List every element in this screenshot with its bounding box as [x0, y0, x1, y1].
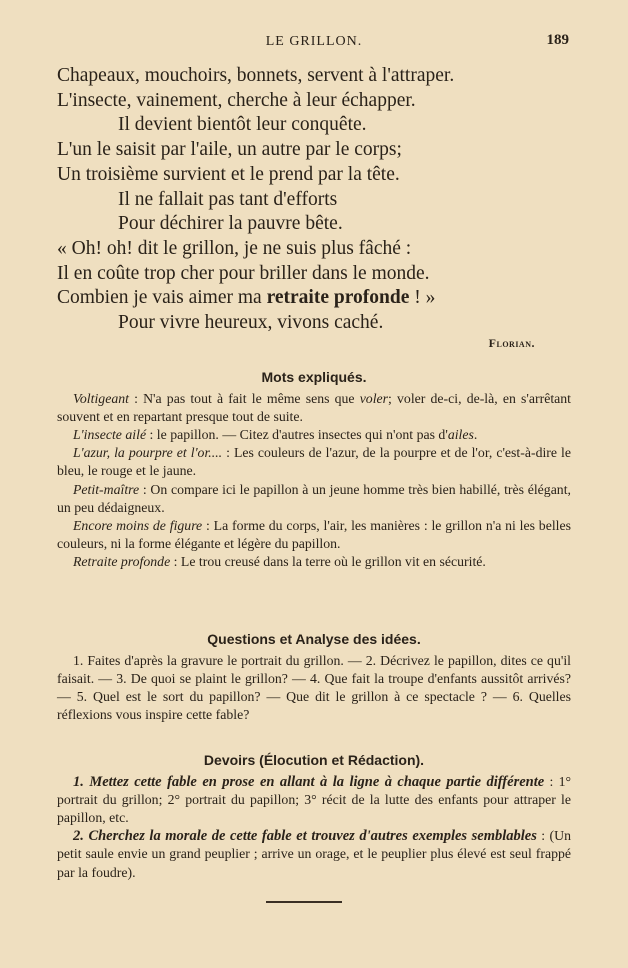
verse-line: « Oh! oh! dit le grillon, je ne suis plus fâché :: [57, 237, 412, 259]
definition: [57, 426, 571, 444]
page-header: [0, 34, 628, 56]
definition: [57, 481, 571, 517]
definition-text: : La forme du corps, l'air, les manières : le grillon n'a ni les belles couleurs, ni la forme élégante et légère du papillon.: [57, 517, 571, 551]
definition-text: : N'a pas tout à fait le même sens que: [128, 391, 360, 407]
poem-stanza: [57, 64, 572, 351]
verse-line: Chapeaux, mouchoirs, bonnets, servent à l'attraper.: [57, 65, 455, 86]
definition: [57, 390, 571, 426]
definition-text: : On compare ici le papillon à un jeune homme très bien habillé, très élégant, un peu dédaigneux.: [57, 481, 571, 515]
definition-emphasis: voler: [359, 391, 389, 407]
mots-expliques-section: [57, 368, 571, 571]
verse-line: L'un le saisit par l'aile, un autre par le corps;: [57, 139, 402, 161]
devoir-detail: : 1° portrait du grillon; 2° portrait du papillon; 3° récit de la lutte des enfants pour attraper le papillon, etc.: [57, 774, 571, 826]
end-rule: [266, 901, 342, 903]
devoirs-section: [57, 751, 571, 882]
definition-term: L'azur, la pourpre et l'or....: [73, 445, 223, 461]
definition-text: .: [473, 427, 478, 443]
questions-section: [57, 630, 571, 724]
devoir-instruction: 1. Mettez cette fable en prose en allant à la ligne à chaque partie différente: [73, 774, 545, 791]
definition-term: Voltigeant: [73, 391, 129, 407]
verse-text: Combien je vais aimer ma: [57, 287, 267, 309]
section-heading: Mots expliqués.: [261, 369, 367, 385]
verse-line: [57, 286, 572, 311]
verse-line: Pour vivre heureux, vivons caché.: [118, 312, 384, 334]
definition-text: : Le trou creusé dans la terre où le grillon vit en sécurité.: [170, 553, 486, 569]
page-number: 189: [546, 32, 569, 48]
questions-text: 1. Faites d'après la gravure le portrait du grillon. — 2. Décrivez le papillon, dites ce qu'il faisait. — 3. De quoi se plaint le grillon? — 4. Que fait la troupe d'enfants aussitôt arrivés? — 5. Quel est le sort du papillon? — Que dit le grillon à ce spectacle ? — 6. Quelles réflexions vous inspire cette fable?: [57, 653, 571, 723]
verse-line: Il ne fallait pas tant d'efforts: [118, 188, 338, 210]
verse-text: ! »: [409, 287, 436, 309]
verse-emphasis: retraite profonde: [266, 287, 410, 309]
section-heading: Questions et Analyse des idées.: [207, 631, 421, 647]
author-signature: Florian.: [488, 335, 535, 350]
verse-line: Il devient bientôt leur conquête.: [118, 114, 367, 136]
definition-term: L'insecte ailé: [73, 427, 147, 443]
definition-text: : Les couleurs de l'azur, de la pourpre et de l'or, c'est-à-dire le bleu, le rouge et le jaune.: [57, 445, 571, 479]
definition-term: Petit-maître: [73, 481, 140, 497]
definition: [57, 444, 571, 480]
devoir-detail: : (Un petit saule envie un grand peuplier ; arrive un orage, et le peuplier plus élevé est seul frappé par la foudre).: [57, 828, 571, 880]
devoir-instruction: 2. Cherchez la morale de cette fable et trouvez d'autres exemples semblables: [73, 828, 537, 845]
definition-term: Encore moins de figure: [73, 517, 203, 533]
definition-term: Retraite profonde: [73, 553, 171, 569]
verse-line: Il en coûte trop cher pour briller dans le monde.: [57, 262, 430, 284]
definition-text: ; voler de-ci, de-là, en s'arrêtant souvent et en repartant presque tout de suite.: [57, 391, 572, 425]
verse-line: L'insecte, vainement, cherche à leur échapper.: [57, 89, 416, 111]
definition: [57, 553, 571, 571]
section-heading: Devoirs (Élocution et Rédaction).: [203, 752, 425, 768]
devoir-item: [57, 773, 571, 827]
definition: [57, 517, 571, 553]
verse-line: Pour déchirer la pauvre bête.: [118, 213, 343, 235]
running-title: LE GRILLON.: [265, 34, 363, 49]
definition-emphasis: ailes: [447, 427, 474, 443]
definition-text: : le papillon. — Citez d'autres insectes qui n'ont pas d': [146, 427, 448, 443]
devoir-item: [57, 827, 571, 881]
verse-line: Un troisième survient et le prend par la tête.: [57, 163, 400, 185]
